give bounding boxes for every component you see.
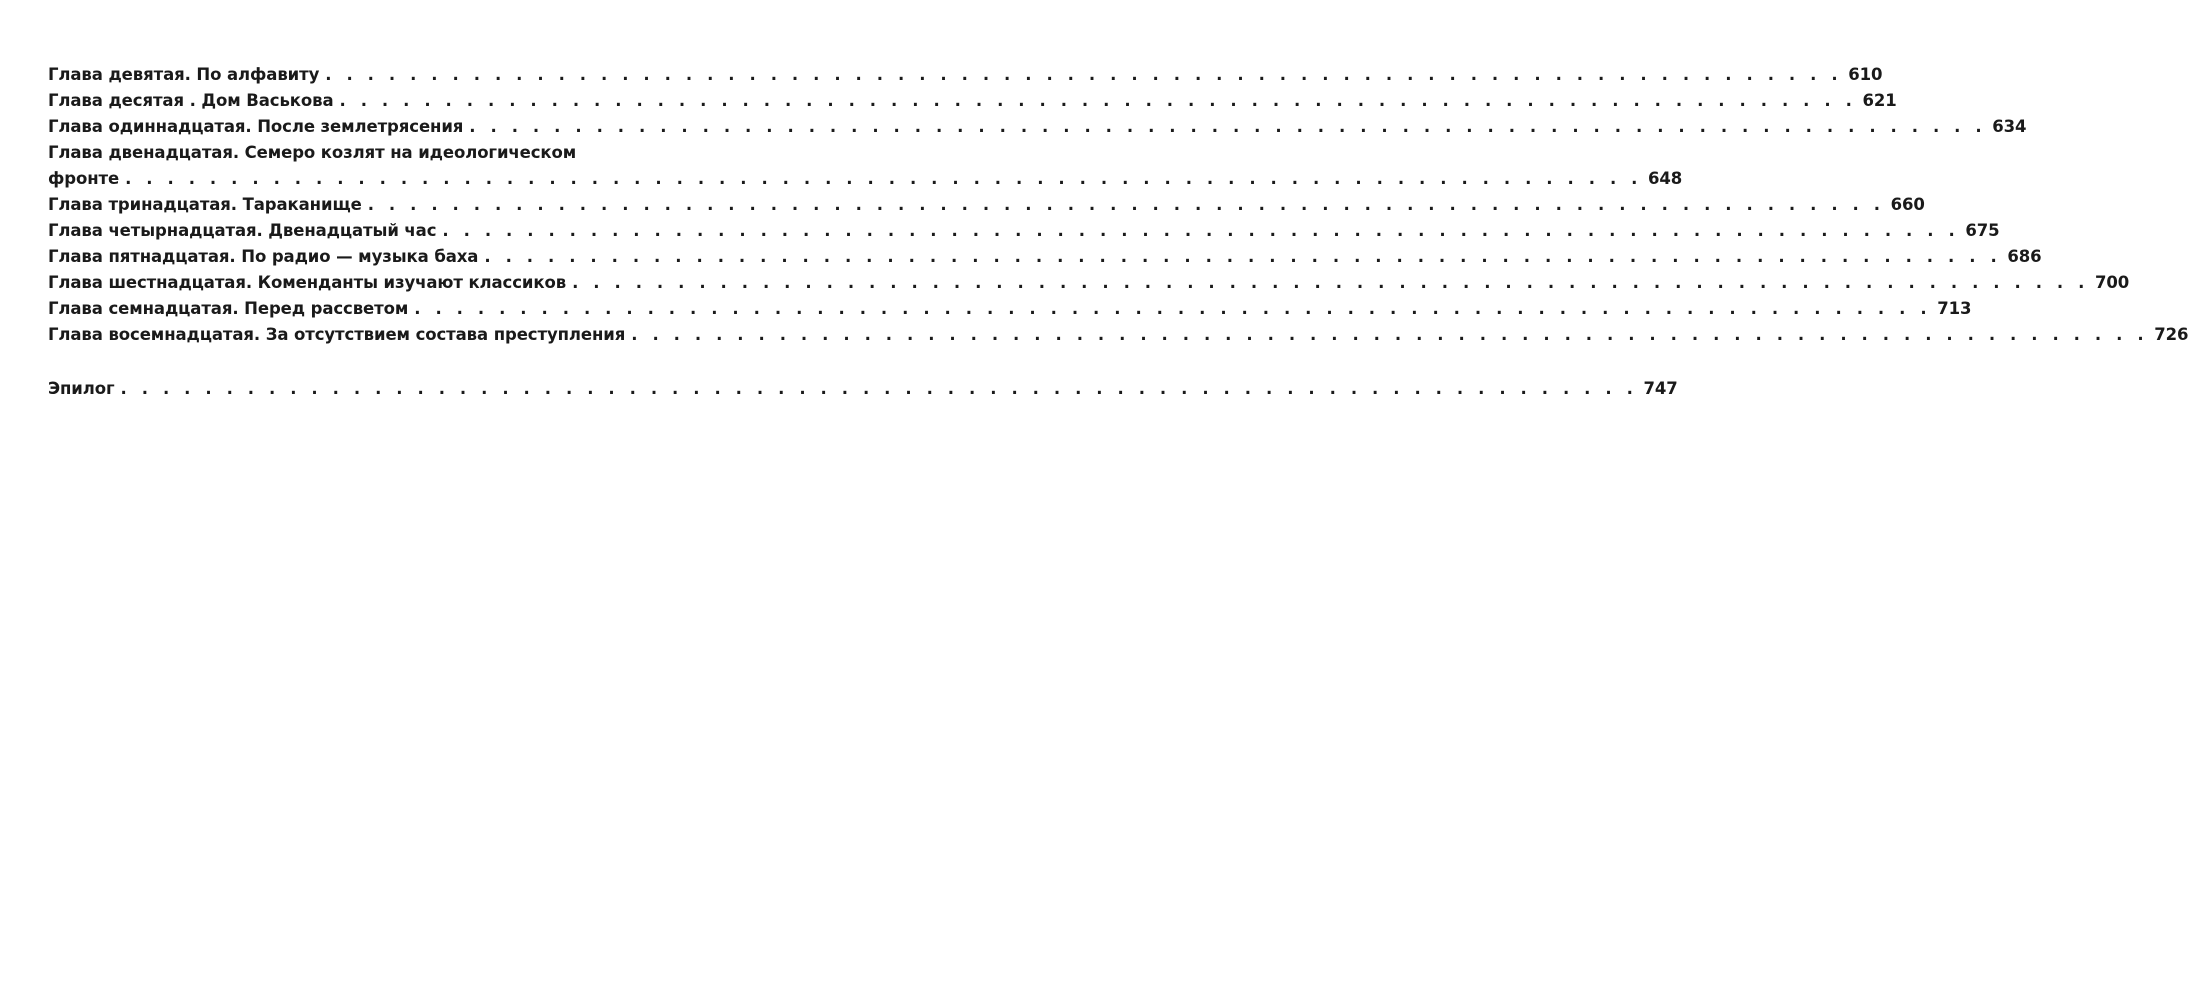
toc-entry-chapter-14 xyxy=(48,218,2000,244)
toc-entry-title: Глава девятая. По алфавиту xyxy=(48,65,320,84)
toc-entry-title: Эпилог xyxy=(48,379,115,398)
toc-entry-chapter-16 xyxy=(48,270,2130,296)
toc-entry-title-line1: Глава двенадцатая. Семеро козлят на идеологическом xyxy=(48,143,577,162)
toc-entry-page: 675 xyxy=(1965,221,2000,240)
toc-entry-chapter-9 xyxy=(48,62,1883,88)
toc-entry-page: 747 xyxy=(1643,379,1678,398)
toc-entry-chapter-13 xyxy=(48,192,1925,218)
dot-leader: . . . . . . . . . . . . . . . . . . . . . . . . . . . . . . . . . . . . . . . . . . . . . . . . . . . . . . . . . . . . . . . . . . . . . . . . xyxy=(120,379,1638,398)
toc-entry-page: 634 xyxy=(1992,117,2027,136)
table-of-contents xyxy=(48,62,2188,402)
dot-leader: . . . . . . . . . . . . . . . . . . . . . . . . . . . . . . . . . . . . . . . . . . . . . . . . . . . . . . . . . . . . . . . . . . . . . . . . xyxy=(442,221,1960,240)
toc-entry-chapter-17 xyxy=(48,296,1972,322)
toc-entry-title: Глава четырнадцатая. Двенадцатый час xyxy=(48,221,437,240)
dot-leader: . . . . . . . . . . . . . . . . . . . . . . . . . . . . . . . . . . . . . . . . . . . . . . . . . . . . . . . . . . . . . . . . . . . . . . . . xyxy=(414,299,1932,318)
toc-entry-title: Глава восемнадцатая. За отсутствием состава преступления xyxy=(48,325,626,344)
dot-leader: . . . . . . . . . . . . . . . . . . . . . . . . . . . . . . . . . . . . . . . . . . . . . . . . . . . . . . . . . . . . . . . . . . . . . . . . xyxy=(484,247,2002,266)
dot-leader: . . . . . . . . . . . . . . . . . . . . . . . . . . . . . . . . . . . . . . . . . . . . . . . . . . . . . . . . . . . . . . . . . . . . . . . . xyxy=(469,117,1987,136)
toc-entry-page: 686 xyxy=(2007,247,2042,266)
toc-entry-page: 700 xyxy=(2095,273,2130,292)
toc-entry-page: 660 xyxy=(1890,195,1925,214)
dot-leader: . . . . . . . . . . . . . . . . . . . . . . . . . . . . . . . . . . . . . . . . . . . . . . . . . . . . . . . . . . . . . . . . . . . . . . . . xyxy=(325,65,1843,84)
dot-leader: . . . . . . . . . . . . . . . . . . . . . . . . . . . . . . . . . . . . . . . . . . . . . . . . . . . . . . . . . . . . . . . . . . . . . . . . xyxy=(125,169,1643,188)
toc-entry-chapter-12 xyxy=(48,140,1683,192)
toc-entry-title: Глава десятая . Дом Васькова xyxy=(48,91,334,110)
toc-entry-page: 713 xyxy=(1937,299,1972,318)
toc-entry-chapter-15 xyxy=(48,244,2042,270)
dot-leader: . . . . . . . . . . . . . . . . . . . . . . . . . . . . . . . . . . . . . . . . . . . . . . . . . . . . . . . . . . . . . . . . . . . . . . . . xyxy=(572,273,2090,292)
toc-entry-title: Глава семнадцатая. Перед рассветом xyxy=(48,299,409,318)
dot-leader: . . . . . . . . . . . . . . . . . . . . . . . . . . . . . . . . . . . . . . . . . . . . . . . . . . . . . . . . . . . . . . . . . . . . . . . . xyxy=(631,325,2149,344)
toc-entry-epilogue xyxy=(48,376,1678,402)
toc-entry-title-line2: фронте xyxy=(48,169,120,188)
dot-leader: . . . . . . . . . . . . . . . . . . . . . . . . . . . . . . . . . . . . . . . . . . . . . . . . . . . . . . . . . . . . . . . . . . . . . . . . xyxy=(339,91,1857,110)
toc-entry-title: Глава пятнадцатая. По радио — музыка баха xyxy=(48,247,479,266)
toc-entry-title: Глава одиннадцатая. После землетрясения xyxy=(48,117,464,136)
toc-entry-title: Глава шестнадцатая. Коменданты изучают классиков xyxy=(48,273,567,292)
toc-entry-page: 621 xyxy=(1862,91,1897,110)
toc-entry-page: 726 xyxy=(2154,325,2188,344)
toc-entry-chapter-11 xyxy=(48,114,2027,140)
toc-entry-page: 610 xyxy=(1848,65,1883,84)
toc-entry-chapter-18 xyxy=(48,322,2188,348)
toc-entry-title: Глава тринадцатая. Тараканище xyxy=(48,195,362,214)
toc-entry-chapter-10 xyxy=(48,88,1897,114)
toc-entry-page: 648 xyxy=(1648,169,1683,188)
dot-leader: . . . . . . . . . . . . . . . . . . . . . . . . . . . . . . . . . . . . . . . . . . . . . . . . . . . . . . . . . . . . . . . . . . . . . . . . xyxy=(367,195,1885,214)
toc-entry-second-line xyxy=(48,166,1683,192)
